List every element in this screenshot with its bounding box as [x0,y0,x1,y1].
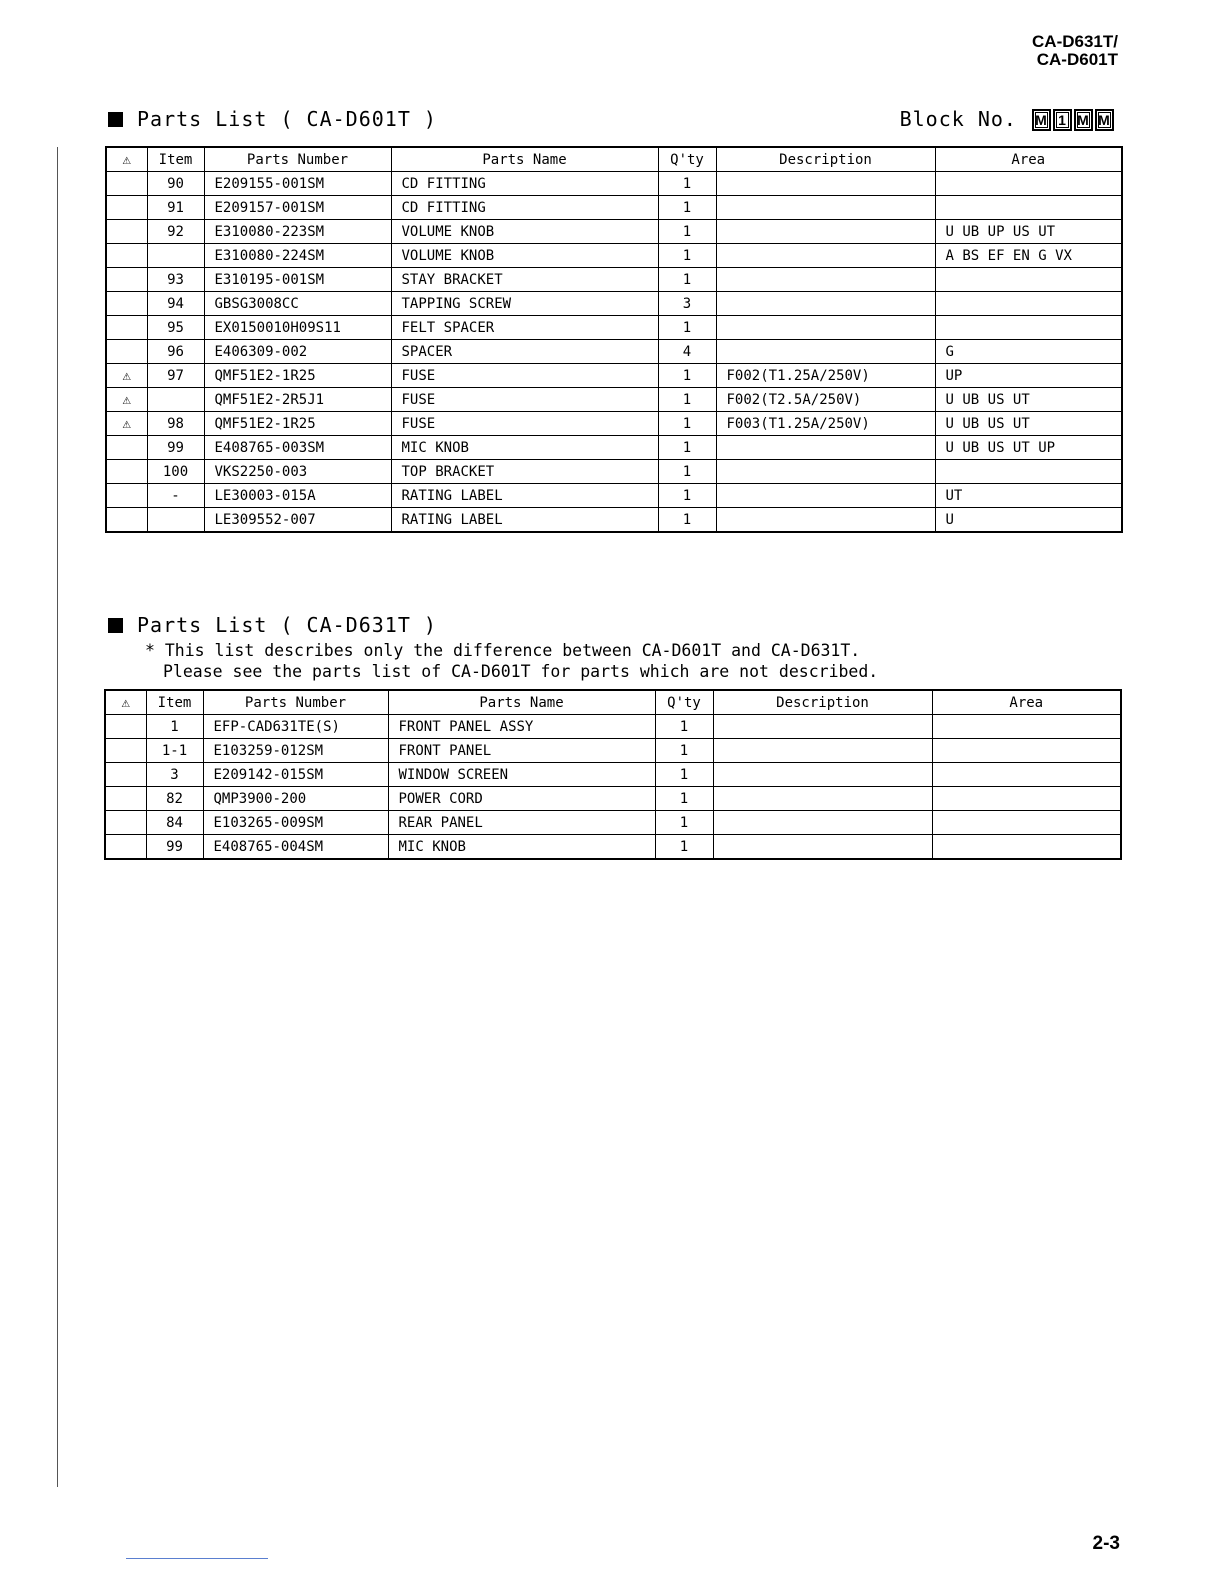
cell-item: 93 [147,268,204,292]
cell-item: 1-1 [146,739,203,763]
cell-parts-number: QMP3900-200 [203,787,388,811]
table-row [106,436,1122,460]
cell-parts-number: LE309552-007 [204,508,391,533]
note-line-2: Please see the parts list of CA-D601T for parts which are not described. [163,662,879,681]
header-qty: Q'ty [658,147,716,172]
cell-qty: 1 [658,172,716,196]
cell-item: 1 [146,715,203,739]
warning-icon [106,220,147,244]
cell-area: UT [935,484,1122,508]
cell-item: 92 [147,220,204,244]
cell-item: 84 [146,811,203,835]
table-row [106,316,1122,340]
cell-area [935,268,1122,292]
table-row [106,196,1122,220]
cell-qty: 1 [655,811,713,835]
header-parts-number: Parts Number [203,690,388,715]
cell-area [932,811,1121,835]
cell-qty: 1 [658,436,716,460]
cell-parts-name: RATING LABEL [391,508,658,533]
cell-area: U [935,508,1122,533]
header-description: Description [716,147,935,172]
warning-header-icon: ⚠ [106,147,147,172]
cell-item: 3 [146,763,203,787]
cell-area: U UB UP US UT [935,220,1122,244]
cell-item: 96 [147,340,204,364]
cell-qty: 1 [658,316,716,340]
cell-item: 91 [147,196,204,220]
cell-area: G [935,340,1122,364]
cell-parts-name: POWER CORD [388,787,655,811]
header-description: Description [713,690,932,715]
cell-area [932,739,1121,763]
parts-list-2-notes [145,640,878,682]
table-row [106,412,1122,436]
model-line-2: CA-D601T [1036,50,1118,69]
header-parts-name: Parts Name [388,690,655,715]
header-item: Item [147,147,204,172]
cell-description [716,316,935,340]
warning-icon [106,436,147,460]
cell-area: UP [935,364,1122,388]
block-label: Block No. [899,107,1017,131]
block-box: M [1074,109,1093,131]
cell-parts-number: QMF51E2-2R5J1 [204,388,391,412]
cell-parts-number: E310080-224SM [204,244,391,268]
cell-parts-name: VOLUME KNOB [391,244,658,268]
warning-icon [105,787,146,811]
warning-icon [106,484,147,508]
cell-description [716,436,935,460]
cell-description [713,787,932,811]
cell-parts-name: MIC KNOB [391,436,658,460]
table-row [106,220,1122,244]
cell-parts-number: E408765-004SM [203,835,388,860]
cell-area [935,196,1122,220]
warning-icon [106,268,147,292]
cell-parts-name: WINDOW SCREEN [388,763,655,787]
block-number [900,107,1114,131]
warning-icon [106,196,147,220]
cell-description [713,739,932,763]
table-row [106,388,1122,412]
cell-area: U UB US UT [935,412,1122,436]
cell-area [932,763,1121,787]
table-row [105,715,1121,739]
cell-parts-name: FUSE [391,388,658,412]
cell-parts-number: QMF51E2-1R25 [204,364,391,388]
cell-parts-name: MIC KNOB [388,835,655,860]
cell-qty: 1 [658,244,716,268]
cell-description [716,340,935,364]
cell-parts-name: TAPPING SCREW [391,292,658,316]
cell-qty: 1 [658,388,716,412]
cell-item [147,388,204,412]
cell-item: 90 [147,172,204,196]
parts-list-1-title-text: Parts List ( CA-D601T ) [137,107,437,131]
warning-header-icon: ⚠ [105,690,146,715]
parts-list-2-title-text: Parts List ( CA-D631T ) [137,613,437,637]
parts-table-ca-d631t [104,689,1122,860]
header-area: Area [932,690,1121,715]
header-area: Area [935,147,1122,172]
square-bullet-icon [108,618,123,633]
cell-item: 99 [147,436,204,460]
warning-icon [106,292,147,316]
cell-qty: 1 [658,508,716,533]
cell-parts-name: CD FITTING [391,196,658,220]
header-qty: Q'ty [655,690,713,715]
cell-parts-number: E408765-003SM [204,436,391,460]
note-line-1: * This list describes only the difference between CA-D601T and CA-D631T. [145,641,861,660]
cell-parts-number: EFP-CAD631TE(S) [203,715,388,739]
warning-icon [106,316,147,340]
bottom-rule [126,1558,268,1559]
warning-icon [105,811,146,835]
cell-parts-number: E310080-223SM [204,220,391,244]
cell-area [935,316,1122,340]
cell-area [932,787,1121,811]
warning-icon: ⚠ [106,364,147,388]
cell-qty: 1 [655,835,713,860]
cell-qty: 1 [655,739,713,763]
cell-description [716,172,935,196]
table-row [106,292,1122,316]
table-row [105,763,1121,787]
block-box: 1 [1053,109,1072,131]
cell-description [713,763,932,787]
cell-item [147,244,204,268]
cell-description [716,508,935,533]
cell-qty: 1 [655,715,713,739]
cell-description [716,196,935,220]
cell-item: 97 [147,364,204,388]
cell-parts-number: QMF51E2-1R25 [204,412,391,436]
table-row [106,172,1122,196]
header-parts-number: Parts Number [204,147,391,172]
cell-parts-name: VOLUME KNOB [391,220,658,244]
header-parts-name: Parts Name [391,147,658,172]
cell-item [147,508,204,533]
table-row [106,268,1122,292]
cell-qty: 1 [658,364,716,388]
table-row [106,508,1122,533]
parts-list-1-title [108,107,437,131]
cell-item: 95 [147,316,204,340]
cell-item: 99 [146,835,203,860]
page-number: 2-3 [1092,1533,1120,1554]
cell-parts-name: FUSE [391,364,658,388]
cell-parts-number: E103259-012SM [203,739,388,763]
cell-area [935,172,1122,196]
table-row [106,244,1122,268]
cell-parts-number: E209157-001SM [204,196,391,220]
cell-parts-name: SPACER [391,340,658,364]
cell-parts-number: LE30003-015A [204,484,391,508]
cell-description [716,460,935,484]
cell-parts-number: E310195-001SM [204,268,391,292]
warning-icon [106,244,147,268]
cell-item: 98 [147,412,204,436]
cell-qty: 4 [658,340,716,364]
cell-description [716,220,935,244]
cell-area: U UB US UT [935,388,1122,412]
cell-area: A BS EF EN G VX [935,244,1122,268]
cell-parts-name: STAY BRACKET [391,268,658,292]
table-row [106,364,1122,388]
cell-description [713,835,932,860]
warning-icon [105,715,146,739]
cell-parts-number: E209155-001SM [204,172,391,196]
cell-description [713,811,932,835]
cell-item: 82 [146,787,203,811]
cell-description: F003(T1.25A/250V) [716,412,935,436]
cell-parts-name: RATING LABEL [391,484,658,508]
table-header-row [105,690,1121,715]
cell-area [932,715,1121,739]
cell-parts-number: GBSG3008CC [204,292,391,316]
cell-qty: 1 [658,196,716,220]
square-bullet-icon [108,112,123,127]
cell-description [716,484,935,508]
cell-parts-name: FRONT PANEL ASSY [388,715,655,739]
warning-icon [106,172,147,196]
warning-icon: ⚠ [106,388,147,412]
cell-qty: 1 [655,787,713,811]
table-row [106,484,1122,508]
model-line-1: CA-D631T/ [1032,32,1118,51]
warning-icon [105,763,146,787]
cell-qty: 3 [658,292,716,316]
cell-parts-name: FUSE [391,412,658,436]
cell-area [932,835,1121,860]
cell-parts-name: TOP BRACKET [391,460,658,484]
table-row [106,340,1122,364]
parts-table-ca-d601t [105,146,1123,533]
cell-description [716,268,935,292]
block-box: M [1095,109,1114,131]
cell-item: 100 [147,460,204,484]
warning-icon [106,508,147,533]
page-edge-rule [57,147,58,1487]
warning-icon [106,340,147,364]
cell-parts-number: E209142-015SM [203,763,388,787]
table-header-row [106,147,1122,172]
block-box: M [1032,109,1051,131]
cell-parts-name: REAR PANEL [388,811,655,835]
warning-icon: ⚠ [106,412,147,436]
parts-list-2-title [108,613,437,637]
cell-description [716,244,935,268]
cell-description: F002(T1.25A/250V) [716,364,935,388]
table-row [106,460,1122,484]
warning-icon [105,739,146,763]
cell-parts-name: FRONT PANEL [388,739,655,763]
warning-icon [106,460,147,484]
cell-qty: 1 [658,268,716,292]
cell-qty: 1 [658,412,716,436]
table-row [105,739,1121,763]
cell-qty: 1 [658,460,716,484]
warning-icon [105,835,146,860]
cell-description: F002(T2.5A/250V) [716,388,935,412]
cell-parts-number: EX0150010H09S11 [204,316,391,340]
cell-parts-name: FELT SPACER [391,316,658,340]
cell-qty: 1 [658,484,716,508]
table-row [105,835,1121,860]
cell-parts-number: E103265-009SM [203,811,388,835]
model-header [1032,33,1118,69]
cell-description [716,292,935,316]
table-row [105,811,1121,835]
cell-description [713,715,932,739]
cell-parts-number: VKS2250-003 [204,460,391,484]
cell-qty: 1 [658,220,716,244]
cell-parts-number: E406309-002 [204,340,391,364]
cell-qty: 1 [655,763,713,787]
cell-area: U UB US UT UP [935,436,1122,460]
table-row [105,787,1121,811]
cell-area [935,292,1122,316]
cell-item: 94 [147,292,204,316]
cell-parts-name: CD FITTING [391,172,658,196]
header-item: Item [146,690,203,715]
cell-area [935,460,1122,484]
cell-item: - [147,484,204,508]
